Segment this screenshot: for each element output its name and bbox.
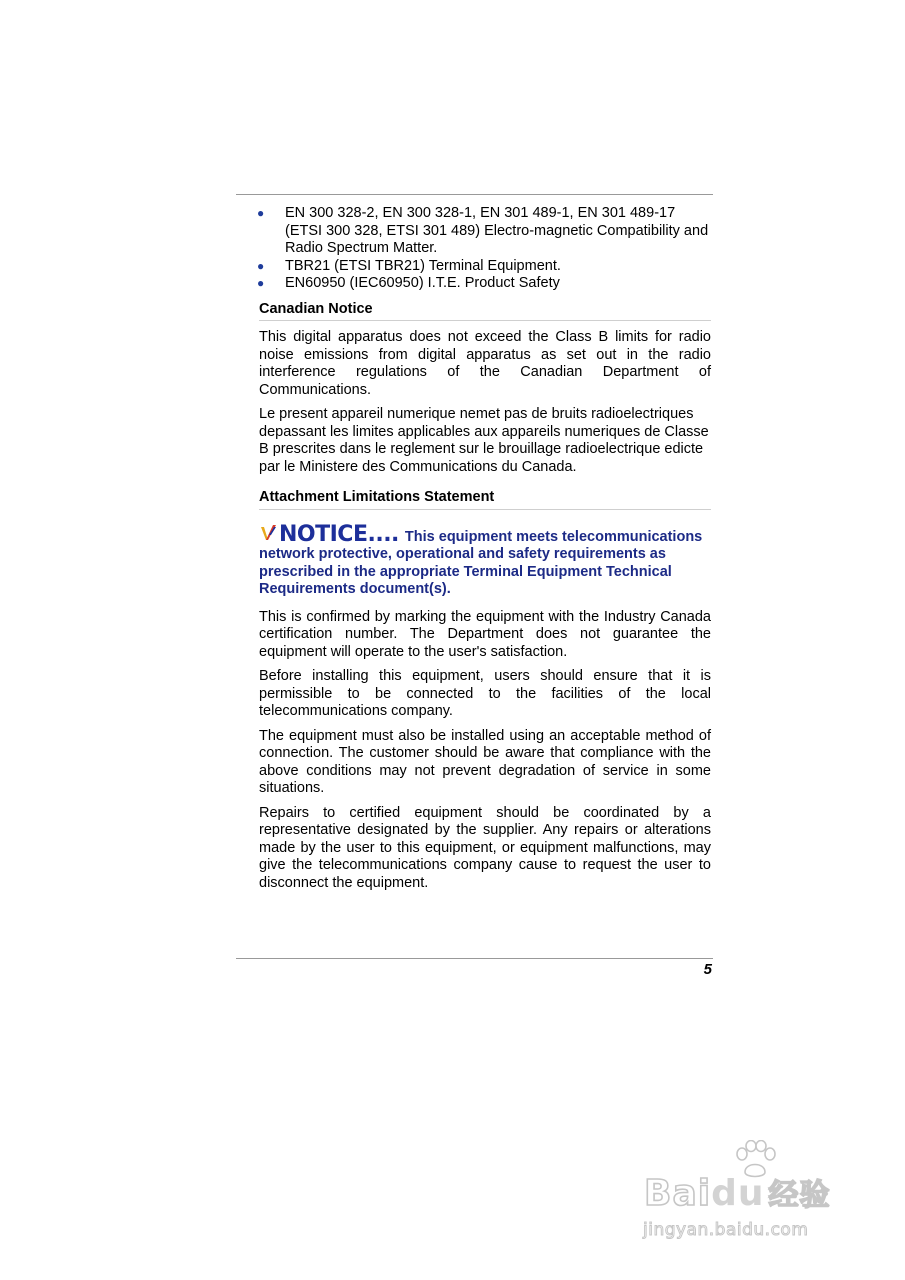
bottom-rule [236, 958, 713, 959]
canadian-notice-french: Le present appareil numerique nemet pas de bruits radioelectriques depassant les limites applicables aux appareils numeriques de Classe B prescrites dans le reglement sur le brouillage radioelectrique edicte par le Ministere des Communications du Canada. [259, 406, 709, 475]
baidu-watermark [641, 1140, 856, 1250]
notice-callout [259, 523, 711, 599]
bullet-icon: ● [257, 276, 265, 290]
paragraph: Repairs to certified equipment should be coordinated by a representative designated by the supplier. Any repairs or alterations made by the user to this equipment, or equipment malfunctions, may give the telecommunications company cause to request the user to disconnect the equipment. [259, 804, 711, 891]
page-content [259, 205, 711, 899]
paragraph: This is confirmed by marking the equipment with the Industry Canada certification number. The Department does not guarantee the equipment will operate to the user's satisfaction. [259, 608, 711, 660]
list-item: ● TBR21 (ETSI TBR21) Terminal Equipment. [257, 257, 561, 274]
top-rule [236, 194, 713, 195]
list-item: ● EN 300 328-2, EN 300 328-1, EN 301 489-1, EN 301 489-17 (ETSI 300 328, ETSI 301 489) Electro-magnetic Compatibility and Radio Spectrum Matter. [257, 205, 709, 256]
notice-text: This equipment meets telecommunications network protective, operational and safety requirements as prescribed in the appropriate Terminal Equipment Technical Requirements document(s). [259, 528, 703, 597]
notice-check-icon [259, 523, 279, 543]
paragraph: Before installing this equipment, users should ensure that it is permissible to be connected to the facilities of the local telecommunications company. [259, 668, 711, 719]
notice-logo: NOTICE.... [259, 523, 399, 547]
bullet-icon: ● [257, 258, 265, 273]
watermark-logo: Baidu 经验 [644, 1173, 831, 1214]
page-number: 5 [703, 961, 712, 978]
attachment-heading: Attachment Limitations Statement [259, 489, 711, 510]
standards-list [259, 205, 711, 293]
canadian-notice-english: This digital apparatus does not exceed the Class B limits for radio noise emissions from digital apparatus as set out in the radio interference regulations of the Canadian Department of Communications. [259, 329, 711, 398]
paragraph: The equipment must also be installed using an acceptable method of connection. The customer should be aware that compliance with the above conditions may not prevent degradation of service in some situations. [259, 727, 711, 796]
canadian-notice-heading: Canadian Notice [259, 301, 711, 322]
bullet-icon: ● [257, 206, 265, 220]
list-item: ● EN60950 (IEC60950) I.T.E. Product Safety [257, 275, 560, 291]
watermark-url: jingyan.baidu.com [643, 1220, 809, 1240]
